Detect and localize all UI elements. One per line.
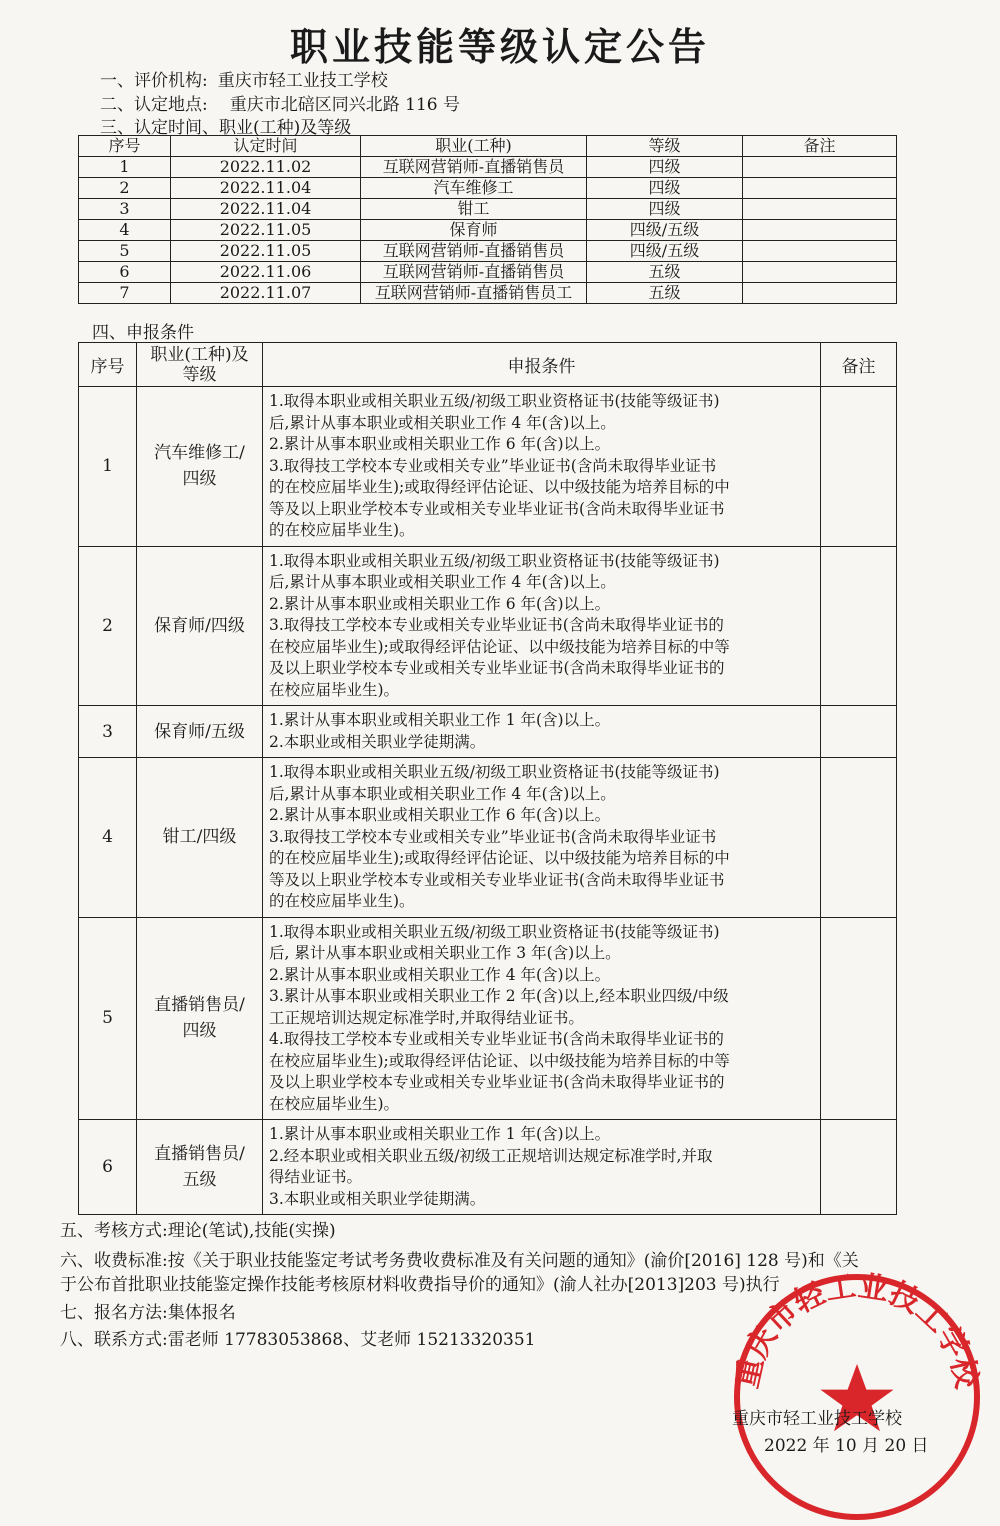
org-value: 重庆市轻工业技工学校 <box>217 71 388 91</box>
schedule-row <box>79 262 897 283</box>
schedule-row <box>79 199 897 220</box>
conditions-header-row <box>79 343 897 387</box>
schedule-cell-date: 2022.11.06 <box>171 262 361 283</box>
conditions-cell-job: 钳工/四级 <box>137 758 263 918</box>
requirement-line: 2.经本职业或相关职业五级/初级工正规培训达规定标准学时,并取 <box>269 1146 713 1165</box>
place-value: 重庆市北碚区同兴北路 116 号 <box>229 95 460 115</box>
schedule-header-no: 序号 <box>79 136 171 157</box>
requirement-line: 后,累计从事本职业或相关职业工作 4 年(含)以上。 <box>269 413 616 432</box>
schedule-row <box>79 157 897 178</box>
conditions-cell-no: 6 <box>79 1120 137 1215</box>
requirement-line: 的在校应届毕业生)。 <box>269 892 415 910</box>
conditions-cell-requirements <box>263 387 821 547</box>
schedule-cell-note <box>743 199 897 220</box>
schedule-cell-level: 四级 <box>587 199 743 220</box>
requirement-line: 1.累计从事本职业或相关职业工作 1 年(含)以上。 <box>269 711 611 729</box>
schedule-cell-note <box>743 178 897 199</box>
conditions-header-no: 序号 <box>79 343 137 387</box>
schedule-cell-no: 5 <box>79 241 171 262</box>
requirement-line: 1.取得本职业或相关职业五级/初级工职业资格证书(技能等级证书) <box>269 922 720 941</box>
requirement-line: 2.累计从事本职业或相关职业工作 6 年(含)以上。 <box>269 594 611 613</box>
requirement-line: 后,累计从事本职业或相关职业工作 4 年(含)以上。 <box>269 784 616 803</box>
requirement-line: 的在校应届毕业生);或取得经评估论证、以中级技能为培养目标的中 <box>269 849 730 867</box>
conditions-cell-requirements <box>263 917 821 1120</box>
requirement-line: 1.取得本职业或相关职业五级/初级工职业资格证书(技能等级证书) <box>269 763 720 781</box>
conditions-cell-note <box>821 1120 897 1215</box>
schedule-cell-note <box>743 241 897 262</box>
conditions-header-note: 备注 <box>821 343 897 387</box>
schedule-cell-level: 五级 <box>587 262 743 283</box>
conditions-cell-requirements <box>263 1120 821 1215</box>
requirement-line: 3.累计从事本职业或相关职业工作 2 年(含)以上,经本职业四级/中级 <box>269 987 729 1005</box>
schedule-cell-no: 6 <box>79 262 171 283</box>
conditions-cell-no: 2 <box>79 546 137 706</box>
schedule-cell-date: 2022.11.05 <box>171 241 361 262</box>
fee-standard-line1: 六、收费标准:按《关于职业技能鉴定考试考务费收费标准及有关问题的通知》(渝价[2016] 128 号)和《关 <box>60 1251 859 1271</box>
schedule-cell-note <box>743 220 897 241</box>
requirement-line: 得结业证书。 <box>269 1168 363 1186</box>
conditions-row <box>79 1120 897 1215</box>
conditions-header-job: 职业(工种)及等级 <box>137 343 263 387</box>
schedule-row <box>79 241 897 262</box>
schedule-cell-no: 2 <box>79 178 171 199</box>
schedule-row <box>79 178 897 199</box>
requirement-line: 4.取得技工学校本专业或相关专业毕业证书(含尚未取得毕业证书的 <box>269 1030 724 1048</box>
schedule-cell-level: 四级/五级 <box>587 220 743 241</box>
conditions-row <box>79 706 897 758</box>
schedule-cell-date: 2022.11.07 <box>171 283 361 304</box>
schedule-cell-date: 2022.11.04 <box>171 178 361 199</box>
requirement-line: 3.取得技工学校本专业或相关专业毕业证书(含尚未取得毕业证书的 <box>269 616 724 634</box>
schedule-cell-note <box>743 283 897 304</box>
conditions-row <box>79 387 897 547</box>
schedule-header-note: 备注 <box>743 136 897 157</box>
seal-text: 重庆市轻工业技工学校 <box>729 1268 985 1392</box>
schedule-table <box>78 135 897 304</box>
schedule-cell-note <box>743 157 897 178</box>
requirement-line: 3.本职业或相关职业学徒期满。 <box>269 1189 486 1208</box>
conditions-cell-no: 3 <box>79 706 137 758</box>
conditions-cell-note <box>821 706 897 758</box>
requirement-line: 及以上职业学校本专业或相关专业毕业证书(含尚未取得毕业证书的 <box>269 1073 725 1091</box>
conditions-cell-no: 4 <box>79 758 137 918</box>
conditions-cell-job: 直播销售员/五级 <box>137 1120 263 1215</box>
schedule-row <box>79 283 897 304</box>
requirement-line: 3.取得技工学校本专业或相关专业”毕业证书(含尚未取得毕业证书 <box>269 456 717 475</box>
requirement-line: 及以上职业学校本专业或相关专业毕业证书(含尚未取得毕业证书的 <box>269 659 725 677</box>
conditions-cell-no: 5 <box>79 917 137 1120</box>
requirement-line: 在校应届毕业生);或取得经评估论证、以中级技能为培养目标的中等 <box>269 1051 730 1070</box>
schedule-cell-level: 四级 <box>587 157 743 178</box>
requirement-line: 3.取得技工学校本专业或相关专业”毕业证书(含尚未取得毕业证书 <box>269 827 717 846</box>
requirement-line: 等及以上职业学校本专业或相关专业毕业证书(含尚未取得毕业证书 <box>269 870 725 889</box>
schedule-row <box>79 220 897 241</box>
schedule-cell-date: 2022.11.02 <box>171 157 361 178</box>
requirement-line: 等及以上职业学校本专业或相关专业毕业证书(含尚未取得毕业证书 <box>269 499 725 518</box>
conditions-cell-note <box>821 387 897 547</box>
conditions-row <box>79 546 897 706</box>
conditions-cell-requirements <box>263 758 821 918</box>
schedule-cell-job: 保育师 <box>361 220 587 241</box>
place-label: 二、认定地点: <box>100 95 208 115</box>
exam-method: 五、考核方式:理论(笔试),技能(实操) <box>60 1221 336 1241</box>
schedule-header-level: 等级 <box>587 136 743 157</box>
conditions-cell-job: 直播销售员/四级 <box>137 917 263 1120</box>
conditions-cell-no: 1 <box>79 387 137 547</box>
schedule-header-job: 职业(工种) <box>361 136 587 157</box>
schedule-cell-date: 2022.11.05 <box>171 220 361 241</box>
conditions-cell-note <box>821 917 897 1120</box>
org-line <box>100 66 388 91</box>
requirement-line: 2.累计从事本职业或相关职业工作 6 年(含)以上。 <box>269 435 611 453</box>
signup-method: 七、报名方法:集体报名 <box>60 1303 236 1323</box>
time-label: 三、认定时间、职业(工种)及等级 <box>100 118 352 138</box>
schedule-cell-note <box>743 262 897 283</box>
requirement-line: 1.累计从事本职业或相关职业工作 1 年(含)以上。 <box>269 1125 611 1143</box>
signature-date: 2022 年 10 月 20 日 <box>764 1436 929 1456</box>
schedule-cell-job: 互联网营销师-直播销售员工 <box>361 283 587 304</box>
schedule-cell-level: 四级/五级 <box>587 241 743 262</box>
requirement-line: 后, 累计从事本职业或相关职业工作 3 年(含)以上。 <box>269 944 621 962</box>
conditions-cell-note <box>821 758 897 918</box>
requirement-line: 2.累计从事本职业或相关职业工作 4 年(含)以上。 <box>269 965 611 984</box>
requirement-line: 在校应届毕业生)。 <box>269 1094 400 1113</box>
conditions-cell-requirements <box>263 706 821 758</box>
schedule-cell-job: 互联网营销师-直播销售员 <box>361 157 587 178</box>
signature-school: 重庆市轻工业技工学校 <box>732 1409 902 1429</box>
conditions-cell-job: 保育师/四级 <box>137 546 263 706</box>
requirement-line: 工正规培训达规定标准学时,并取得结业证书。 <box>269 1008 584 1027</box>
place-line <box>100 90 460 115</box>
schedule-cell-job: 钳工 <box>361 199 587 220</box>
conditions-cell-note <box>821 546 897 706</box>
conditions-row <box>79 758 897 918</box>
requirement-line: 的在校应届毕业生)。 <box>269 521 415 539</box>
official-seal <box>728 1268 986 1526</box>
conditions-row <box>79 917 897 1120</box>
requirement-line: 后,累计从事本职业或相关职业工作 4 年(含)以上。 <box>269 573 616 591</box>
schedule-cell-no: 4 <box>79 220 171 241</box>
conditions-cell-job: 汽车维修工/四级 <box>137 387 263 547</box>
schedule-cell-level: 五级 <box>587 283 743 304</box>
conditions-cell-requirements <box>263 546 821 706</box>
page-title: 职业技能等级认定公告 <box>289 25 710 69</box>
conditions-label: 四、申报条件 <box>92 323 194 343</box>
requirement-line: 2.累计从事本职业或相关职业工作 6 年(含)以上。 <box>269 806 611 824</box>
schedule-header-date: 认定时间 <box>171 136 361 157</box>
schedule-header-row <box>79 136 897 157</box>
conditions-header-req: 申报条件 <box>263 343 821 387</box>
schedule-cell-level: 四级 <box>587 178 743 199</box>
org-label: 一、评价机构: <box>100 71 208 91</box>
conditions-cell-job: 保育师/五级 <box>137 706 263 758</box>
schedule-cell-job: 互联网营销师-直播销售员 <box>361 262 587 283</box>
requirement-line: 1.取得本职业或相关职业五级/初级工职业资格证书(技能等级证书) <box>269 551 720 570</box>
contact-info: 八、联系方式:雷老师 17783053868、艾老师 15213320351 <box>60 1330 536 1350</box>
schedule-cell-no: 7 <box>79 283 171 304</box>
requirement-line: 在校应届毕业生)。 <box>269 680 400 699</box>
fee-standard-line2: 于公布首批职业技能鉴定操作技能考核原材料收费指导价的通知》(渝人社办[2013]203 号)执行 <box>60 1275 780 1295</box>
schedule-cell-job: 互联网营销师-直播销售员 <box>361 241 587 262</box>
schedule-cell-date: 2022.11.04 <box>171 199 361 220</box>
requirement-line: 1.取得本职业或相关职业五级/初级工职业资格证书(技能等级证书) <box>269 392 720 410</box>
schedule-cell-no: 3 <box>79 199 171 220</box>
schedule-cell-job: 汽车维修工 <box>361 178 587 199</box>
schedule-cell-no: 1 <box>79 157 171 178</box>
requirement-line: 2.本职业或相关职业学徒期满。 <box>269 732 486 751</box>
conditions-table <box>78 342 897 1215</box>
requirement-line: 在校应届毕业生);或取得经评估论证、以中级技能为培养目标的中等 <box>269 637 730 656</box>
requirement-line: 的在校应届毕业生);或取得经评估论证、以中级技能为培养目标的中 <box>269 478 730 496</box>
